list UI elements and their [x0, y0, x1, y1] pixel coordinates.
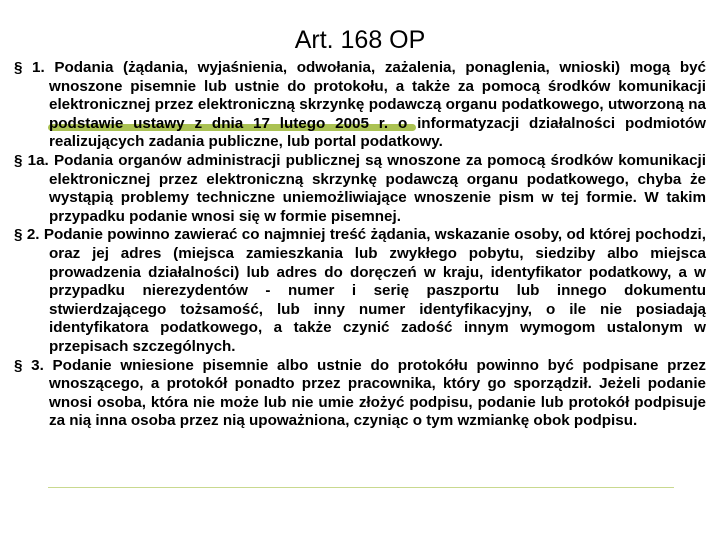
paragraph-1: § 1. Podania (żądania, wyjaśnienia, odwołania, zażalenia, ponaglenia, wnioski) mogą być wnoszone pisemnie lub ustnie do protokołu, a także za pomocą środków komunikacji elektronicznej przez elektroniczną skrzynkę podawczą organu podatkowego, utworzoną na podstawie ustawy z dnia 17 lutego 2005 r. o informatyzacji działalności podmiotów realizujących zadania publiczne, lub portal podatkowy. — [14, 59, 706, 151]
paragraph-3: § 3. Podanie wniesione pisemnie albo ustnie do protokółu powinno być podpisane przez wnoszącego, a protokół ponadto przez pracownika, który go sporządził. Jeżeli podanie wnosi osoba, która nie może lub nie umie złożyć podpisu, podanie lub protokół podpisuje za nią inna osoba przez nią upoważniona, czyniąc o tym wzmiankę obok podpisu. — [14, 356, 706, 430]
article-body — [14, 59, 706, 431]
paragraph-1a: § 1a. Podania organów administracji publicznej są wnoszone za pomocą środków komunikacji elektronicznej przez elektroniczną skrzynkę podawczą organu podatkowego, chyba że wystąpią problemy techniczne uniemożliwiające wnoszenie pism w tej formie. W takim przypadku podanie wnosi się w formie pisemnej. — [14, 151, 706, 225]
slide-title: Art. 168 OP — [294, 26, 426, 54]
bottom-divider — [48, 487, 674, 488]
paragraph-2: § 2. Podanie powinno zawierać co najmniej treść żądania, wskazanie osoby, od której pochodzi, oraz jej adres (miejsca zamieszkania lub zwykłego pobytu, siedziby albo miejsca prowadzenia działalności) lub adres do doręczeń w kraju, identyfikator podatkowy, a w przypadku nierezydentów - numer i serię paszportu lub innego dokumentu stwierdzającego tożsamość, lub inny numer identyfikacyjny, o ile nie posiadają identyfikatora podatkowego, a także czynić zadość innym wymogom ustalonym w przepisach szczególnych. — [14, 226, 706, 355]
